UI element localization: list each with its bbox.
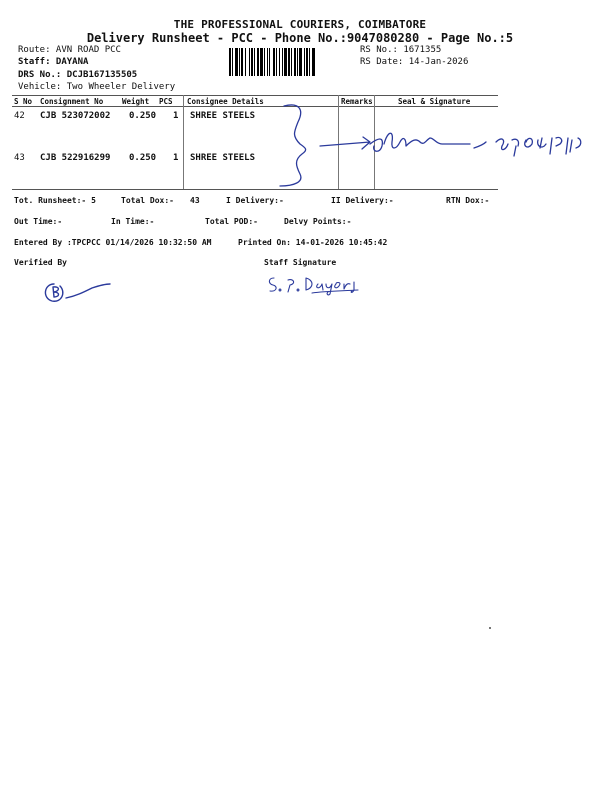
verified-by-label: Verified By xyxy=(14,258,67,267)
runsheet-title: Delivery Runsheet - PCC - Phone No.:9047080280 - Page No.:5 xyxy=(86,31,514,45)
rs-number: RS No.: 1671355 xyxy=(360,45,442,55)
total-dox-label: Total Dox:- xyxy=(121,196,174,205)
entered-by: Entered By :TPCPCC 01/14/2026 10:32:50 AM xyxy=(14,238,212,247)
row-consignee: SHREE STEELS xyxy=(190,153,256,163)
row-pcs: 1 xyxy=(173,111,179,121)
row-consignment-no: CJB 522916299 xyxy=(40,153,111,163)
row-sno: 43 xyxy=(14,153,25,163)
drs-number: DRS No.: DCJB167135505 xyxy=(18,70,138,80)
col-header-pcs: PCS xyxy=(159,97,173,106)
staff-handwritten-signature xyxy=(266,272,366,298)
staff-signature-label: Staff Signature xyxy=(264,258,337,267)
staff-label: Staff: DAYANA xyxy=(18,57,89,67)
second-delivery: II Delivery:- xyxy=(331,196,394,205)
in-time: In Time:- xyxy=(111,217,155,226)
row-pcs: 1 xyxy=(173,153,179,163)
column-divider xyxy=(183,95,184,189)
total-dox-value: 43 xyxy=(190,196,200,205)
row-consignment-no: CJB 523072002 xyxy=(40,111,111,121)
row-weight: 0.250 xyxy=(129,153,157,163)
total-runsheet: Tot. Runsheet:- 5 xyxy=(14,196,96,205)
table-top-border xyxy=(12,95,498,96)
company-name: THE PROFESSIONAL COURIERS, COIMBATORE xyxy=(173,18,427,31)
handwritten-delivery-signature xyxy=(270,100,600,195)
col-header-seal-signature: Seal & Signature xyxy=(398,97,471,106)
printed-on: Printed On: 14-01-2026 10:45:42 xyxy=(238,238,388,247)
first-delivery: I Delivery:- xyxy=(226,196,284,205)
verifier-signature xyxy=(38,276,118,306)
col-header-sno: S No xyxy=(14,97,33,106)
col-header-remarks: Remarks xyxy=(341,97,373,106)
delivery-points: Delvy Points:- xyxy=(284,217,352,226)
row-weight: 0.250 xyxy=(129,111,157,121)
route-label: Route: AVN ROAD PCC xyxy=(18,45,121,55)
barcode-image xyxy=(229,48,357,76)
row-sno: 42 xyxy=(14,111,25,121)
vehicle-label: Vehicle: Two Wheeler Delivery xyxy=(18,82,176,92)
total-pod: Total POD:- xyxy=(205,217,258,226)
col-header-consignee: Consignee Details xyxy=(187,97,264,106)
return-dox: RTN Dox:- xyxy=(446,196,490,205)
rs-date: RS Date: 14-Jan-2026 xyxy=(360,57,469,67)
out-time: Out Time:- xyxy=(14,217,63,226)
row-consignee: SHREE STEELS xyxy=(190,111,256,121)
col-header-weight: Weight xyxy=(122,97,150,106)
scan-speck xyxy=(489,627,491,629)
col-header-consignment: Consignment No xyxy=(40,97,104,106)
